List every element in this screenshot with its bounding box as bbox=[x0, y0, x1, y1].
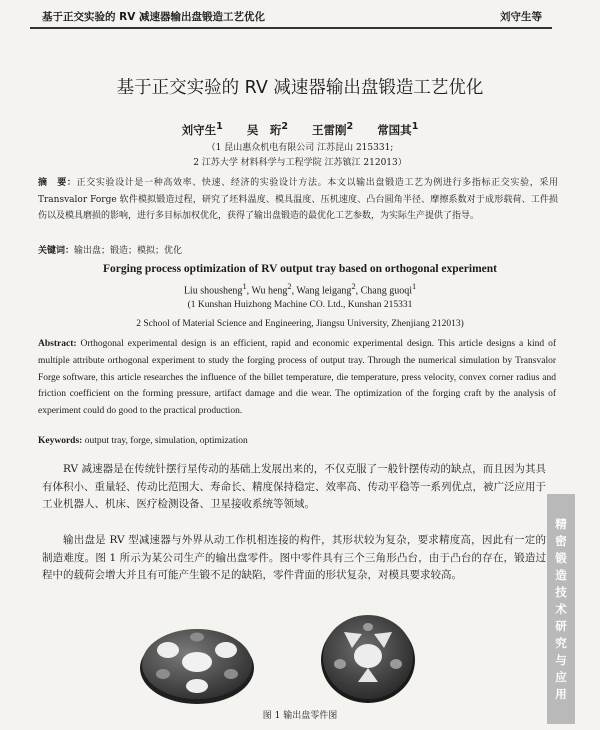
author-sup: 2 bbox=[346, 121, 354, 132]
affiliation-zh-1: （1 昆山惠众机电有限公司 江苏昆山 215331; bbox=[206, 143, 394, 153]
keywords-zh-label: 关键词： bbox=[38, 246, 75, 256]
en-author-sup: 2 bbox=[287, 282, 292, 291]
author-name: 王雷刚 bbox=[312, 122, 347, 137]
keywords-en-label: Keywords: bbox=[38, 436, 83, 446]
side-tab-char: 术 bbox=[555, 601, 567, 616]
keywords-zh-text: 输出盘；锻造；模拟；优化 bbox=[74, 246, 183, 256]
author-sup: 1 bbox=[216, 121, 223, 132]
side-tab-char: 精 bbox=[555, 516, 567, 531]
running-header-authors: 刘守生等 bbox=[500, 11, 542, 23]
en-author-name: Chang guoqi bbox=[360, 285, 412, 297]
figure-caption: 图 1 输出盘零件图 bbox=[262, 711, 338, 721]
running-header-title: 基于正交实验的 RV 减速器输出盘锻造工艺优化 bbox=[42, 11, 266, 23]
abstract-zh-label: 摘 要： bbox=[38, 178, 77, 188]
output-tray-part-back-image bbox=[318, 612, 418, 704]
side-tab-char: 锻 bbox=[555, 550, 567, 565]
side-tab-char: 用 bbox=[555, 686, 567, 701]
abstract-en bbox=[38, 336, 556, 420]
english-affiliation-1: (1 Kunshan Huizhong Machine CO. Ltd., Kunshan 215331 bbox=[187, 300, 413, 310]
body-paragraph-2: 输出盘是 RV 型减速器与外界从动工作机相连接的构件，其形状较为复杂，要求精度高，因此有一定的制造难度。图 1 所示为某公司生产的输出盘零件。图中零件具有三个三角形凸台，由于凸台的存在，锻造过程中的载荷会增大并且有可能产生锻不足的缺陷，零件背面的形状复杂，对模具要求较高。 bbox=[42, 534, 546, 581]
author-name: 刘守生 bbox=[181, 122, 217, 137]
body-paragraph-1: RV 减速器是在传统针摆行星传动的基础上发展出来的，不仅克服了一般针摆传动的缺点，而且因为其具有体积小、重量轻、传动比范围大、寿命长、精度保持稳定、效率高、传动平稳等一系列优点，被广泛应用于工业机器人、机床、医疗检测设备、卫星接收系统等领域。 bbox=[42, 463, 546, 510]
abstract-en-text: Orthogonal experimental design is an efficient, rapid and economic experimental design. This article designs a kind of multiple attribute orthogonal experiment to study the forging process of output tray. Through the numerical simulation by Transvalor Forge software, this article researches the influence of the billet temperature, die temperature, press velocity, convex corner radius and friction coefficient on the forming pressure, artifact damage and die wear. The optimization of the forging craft by the analysis of experiment could do good to the practical production. bbox=[38, 339, 557, 417]
keywords-zh bbox=[38, 243, 558, 256]
author-name: 吴 珩 bbox=[246, 122, 282, 137]
author-name: 常国其 bbox=[377, 122, 412, 137]
en-author-name: Liu shousheng bbox=[183, 285, 243, 297]
keywords-en-text: output tray, forge, simulation, optimization bbox=[84, 436, 248, 446]
side-tab-char: 造 bbox=[555, 567, 567, 582]
section-side-tab bbox=[547, 494, 575, 724]
side-tab-char: 技 bbox=[555, 584, 567, 599]
affiliation-zh-2: 2 江苏大学 材料科学与工程学院 江苏镇江 212013） bbox=[193, 158, 407, 168]
author-sup: 2 bbox=[281, 121, 288, 132]
side-tab-char: 究 bbox=[555, 635, 567, 650]
abstract-en-label: Abstract: bbox=[38, 339, 77, 349]
side-tab-char: 研 bbox=[555, 618, 567, 633]
output-tray-part-front-image bbox=[138, 622, 256, 706]
author-list bbox=[0, 121, 600, 138]
author-sup: 1 bbox=[411, 121, 419, 132]
english-title: Forging process optimization of RV output tray based on orthogonal experiment bbox=[103, 263, 497, 275]
side-tab-char: 密 bbox=[555, 533, 567, 548]
en-author-sup: 1 bbox=[242, 282, 247, 291]
en-author-sup: 1 bbox=[412, 282, 417, 291]
keywords-en bbox=[38, 436, 556, 446]
en-author-sup: 2 bbox=[351, 282, 356, 291]
abstract-zh bbox=[38, 175, 558, 225]
english-author-list: Liu shousheng$^1$, Wu heng$^2$, Wang leigang$^2$, Chang guoqi$^1$ bbox=[183, 282, 417, 297]
header-rule bbox=[30, 27, 552, 29]
english-affiliation-2: 2 School of Material Science and Engineering, Jiangsu University, Zhenjiang 212013) bbox=[136, 319, 464, 329]
paper-title: 基于正交实验的 RV 减速器输出盘锻造工艺优化 bbox=[116, 78, 484, 98]
en-author-name: Wu heng bbox=[251, 285, 288, 297]
en-author-name: Wang leigang bbox=[296, 285, 352, 297]
side-tab-char: 应 bbox=[555, 669, 567, 684]
abstract-zh-text: 正交实验设计是一种高效率、快速、经济的实验设计方法。本文以输出盘锻造工艺为例进行多指标正交实验，采用 Transvalor Forge 软件模拟锻造过程，研究了坯料温度、模具温度、压机速度、凸台圆角半径、摩擦系数对于成形载荷、工件损伤以及模具磨损的影响，进行多目标加权优化，获得了输出盘锻造的最优化工艺参数，为实际生产提供了指导。 bbox=[38, 178, 558, 221]
side-tab-char: 与 bbox=[555, 652, 567, 667]
